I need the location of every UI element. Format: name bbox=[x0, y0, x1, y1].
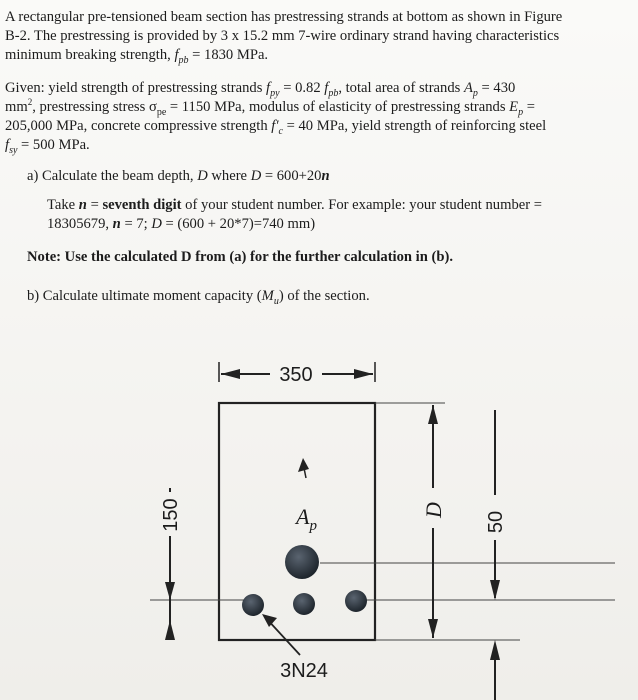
intro-line-3: minimum breaking strength, $f_{pb} = 1830$ MPa. bbox=[5, 47, 269, 66]
width-dim-arrow-right bbox=[354, 369, 373, 379]
width-label: 350 bbox=[279, 364, 313, 386]
part-b-question: b) Calculate ultimate moment capacity $(M_u)$ of the section. bbox=[27, 288, 370, 307]
left-dim-label: 150 bbox=[160, 498, 182, 532]
right-dim-arrow-down bbox=[490, 580, 500, 600]
intro-line-1: A rectangular pre-tensioned beam section has prestressing strands at bottom as shown in Figure bbox=[5, 9, 563, 25]
intro-line-2: B-2. The prestressing is provided by 3 x 15.2 mm 7-wire ordinary strand having characteristics bbox=[5, 28, 560, 44]
prestressing-strand bbox=[285, 545, 319, 579]
part-a-instructions: Take n = seventh digit of your student number. For example: your student number = 18305679, n = 7; D = (600 + 20*7)=740 mm) bbox=[47, 197, 542, 232]
bars-leader-arrow bbox=[262, 614, 277, 627]
left-dim-arrow-up bbox=[165, 620, 175, 640]
rebar-left bbox=[242, 594, 264, 616]
given-paragraph: Given: yield strength of prestressing strands $f_{py} = 0.82$ $f_{pb}$, total area of strands $A_p = 430$ $mm^2$, prestressing stress $\sigma_{pe} = 1150$ MPa, modulus of elasticity of prestressing strands $E_p$ = 205,000 MPa, concrete compressive strength $f'_c = 40$ MPa, yield strength of reinforcing steel $f_{sy} = 500$ MPa. bbox=[5, 80, 547, 156]
part-a-question: a) Calculate the beam depth, D where D = 600+20n bbox=[27, 168, 330, 184]
ap-leader-arrow bbox=[298, 458, 309, 472]
depth-dim-arrow-up bbox=[428, 405, 438, 424]
bars-label: 3N24 bbox=[280, 660, 328, 682]
rebar-right bbox=[345, 590, 367, 612]
depth-dim-arrow-down bbox=[428, 619, 438, 638]
width-dim-arrow-left bbox=[221, 369, 240, 379]
note-text: Note: Use the calculated D from (a) for the further calculation in (b). bbox=[27, 249, 453, 265]
ap-label: $A_p$ bbox=[296, 504, 317, 534]
right-dim-arrow-up bbox=[490, 640, 500, 660]
rebar-middle bbox=[293, 593, 315, 615]
depth-label: D bbox=[421, 502, 446, 518]
left-dim-arrow-down bbox=[165, 582, 175, 600]
right-dim-label: 50 bbox=[485, 510, 507, 534]
